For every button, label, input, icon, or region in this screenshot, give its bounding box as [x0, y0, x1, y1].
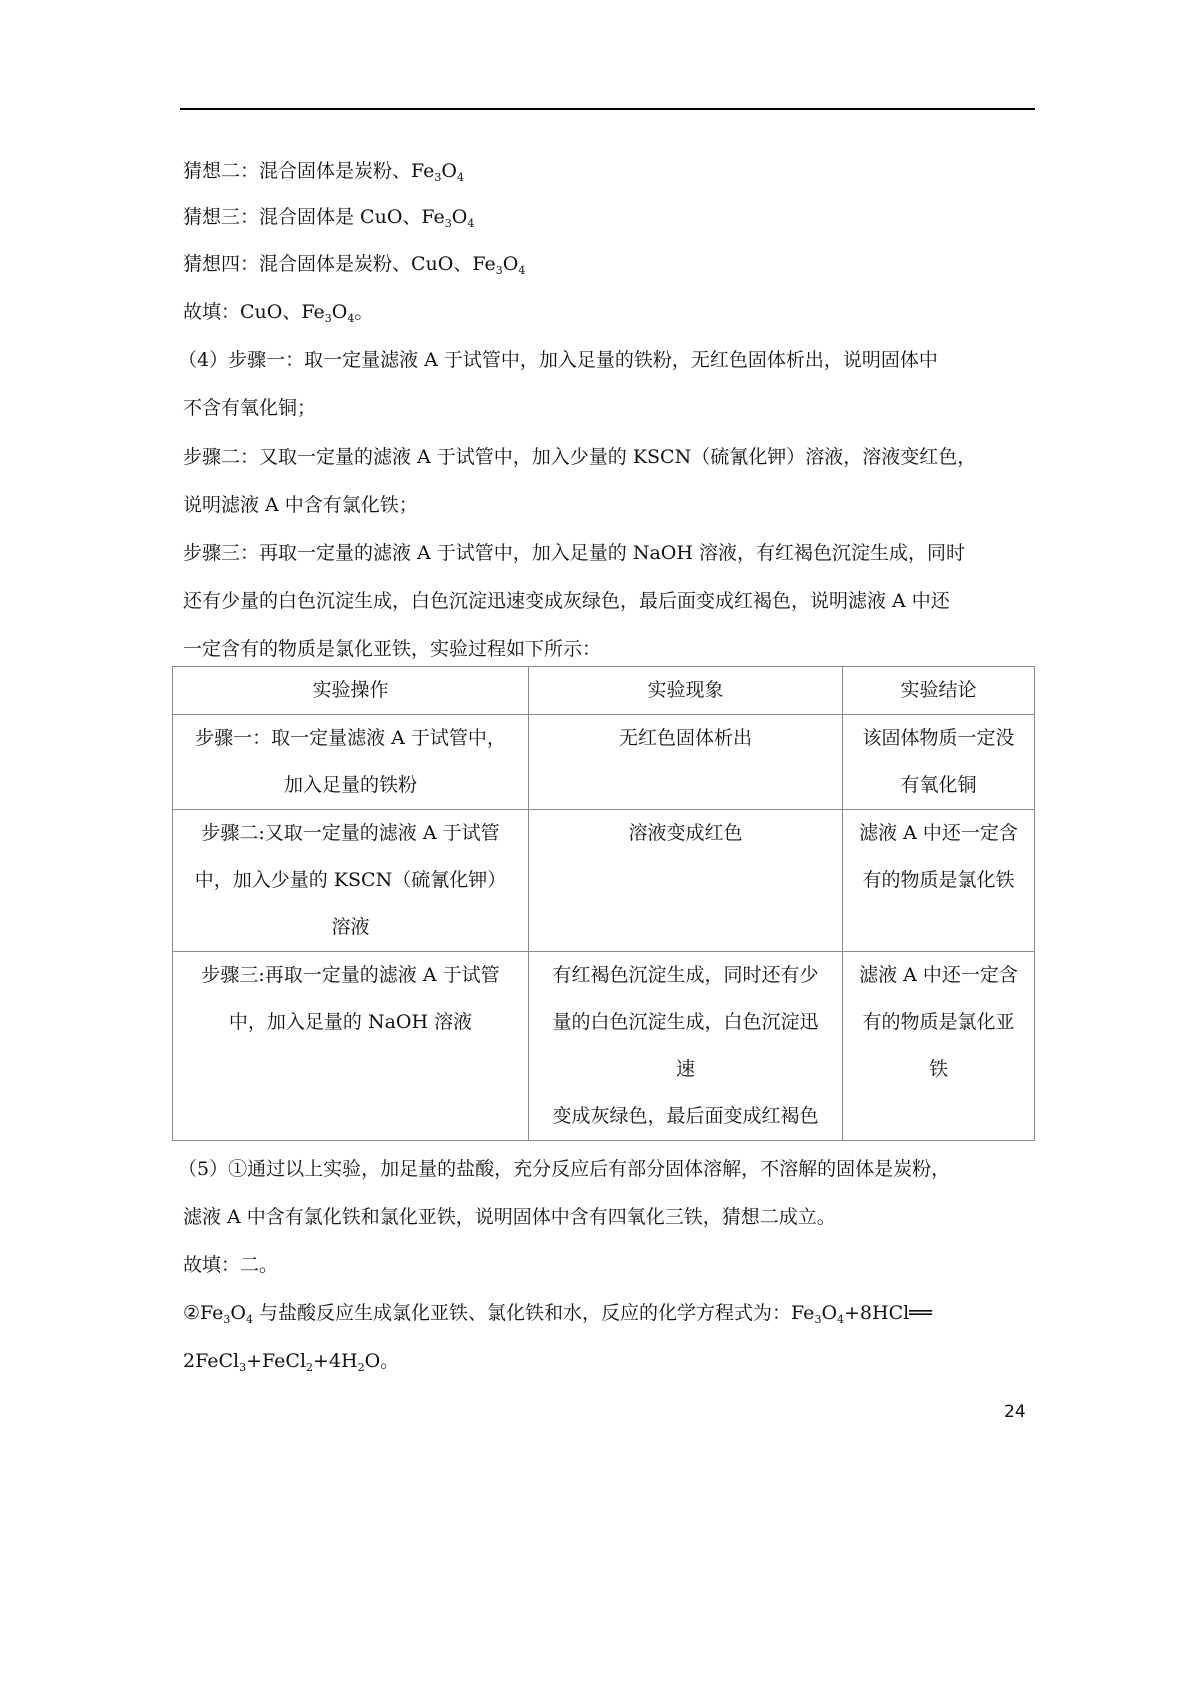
step5-line-1: （5）①通过以上实验，加足量的盐酸，充分反应后有部分固体溶解，不溶解的固体是炭粉， [178, 1158, 951, 1180]
answer-fill-1: 故填：CuO、$Fe_3O_4$。 [183, 301, 374, 325]
step4-line-7: 一定含有的物质是氯化亚铁，实验过程如下所示： [183, 638, 602, 660]
answer-fill-2: 故填：二。 [183, 1254, 279, 1276]
equation-line-1: $②Fe_3O_4$ 与盐酸反应生成氯化亚铁、氯化铁和水，反应的化学方程式为：$Fe_3O_4+8HCl══$ [183, 1302, 933, 1326]
table-header-row [173, 667, 1035, 715]
cell-conclusion: 该固体物质一定没 有氧化铜 [843, 715, 1035, 810]
header-rule [180, 108, 1035, 110]
table-row [173, 810, 1035, 952]
cell-phenomenon: 无红色固体析出 [529, 715, 843, 810]
step4-line-2: 不含有氧化铜； [183, 397, 317, 419]
step4-line-1: （4）步骤一：取一定量滤液 A 于试管中，加入足量的铁粉，无红色固体析出，说明固体中 [178, 349, 938, 371]
step4-line-4: 说明滤液 A 中含有氯化铁； [183, 494, 418, 516]
cell-operation: 步骤二:又取一定量的滤液 A 于试管 中，加入少量的 KSCN（硫氰化钾） 溶液 [173, 810, 529, 952]
header-conclusion: 实验结论 [843, 667, 1035, 715]
cell-conclusion: 滤液 A 中还一定含 有的物质是氯化亚 铁 [843, 952, 1035, 1141]
table-row [173, 952, 1035, 1141]
cell-operation: 步骤一：取一定量滤液 A 于试管中， 加入足量的铁粉 [173, 715, 529, 810]
step5-line-2: 滤液 A 中含有氯化铁和氯化亚铁，说明固体中含有四氧化三铁，猜想二成立。 [183, 1206, 836, 1228]
cell-phenomenon: 溶液变成红色 [529, 810, 843, 952]
experiment-table [172, 666, 1035, 1141]
step4-line-3: 步骤二：又取一定量的滤液 A 于试管中，加入少量的 KSCN（硫氰化钾）溶液，溶液变红色， [183, 446, 977, 468]
step4-line-6: 还有少量的白色沉淀生成，白色沉淀迅速变成灰绿色，最后面变成红褐色，说明滤液 A 中还 [183, 590, 950, 612]
equation-line-2: $2FeCl_3+FeCl_2+4H_2O$。 [183, 1350, 400, 1374]
cell-operation: 步骤三:再取一定量的滤液 A 于试管 中，加入足量的 NaOH 溶液 [173, 952, 529, 1141]
cell-conclusion: 滤液 A 中还一定含 有的物质是氯化铁 [843, 810, 1035, 952]
guess-3: 猜想三：混合固体是 CuO、$Fe_3O_4$ [183, 206, 475, 230]
cell-phenomenon: 有红褐色沉淀生成，同时还有少 量的白色沉淀生成，白色沉淀迅 速 变成灰绿色，最后面变成红褐色 [529, 952, 843, 1141]
page-number: 24 [1004, 1402, 1026, 1422]
header-phenomenon: 实验现象 [529, 667, 843, 715]
step4-line-5: 步骤三：再取一定量的滤液 A 于试管中，加入足量的 NaOH 溶液，有红褐色沉淀生成，同时 [183, 542, 965, 564]
table-row [173, 715, 1035, 810]
guess-4: 猜想四：混合固体是炭粉、CuO、$Fe_3O_4$ [183, 253, 526, 277]
header-operation: 实验操作 [173, 667, 529, 715]
guess-2: 猜想二：混合固体是炭粉、$Fe_3O_4$ [183, 160, 464, 184]
